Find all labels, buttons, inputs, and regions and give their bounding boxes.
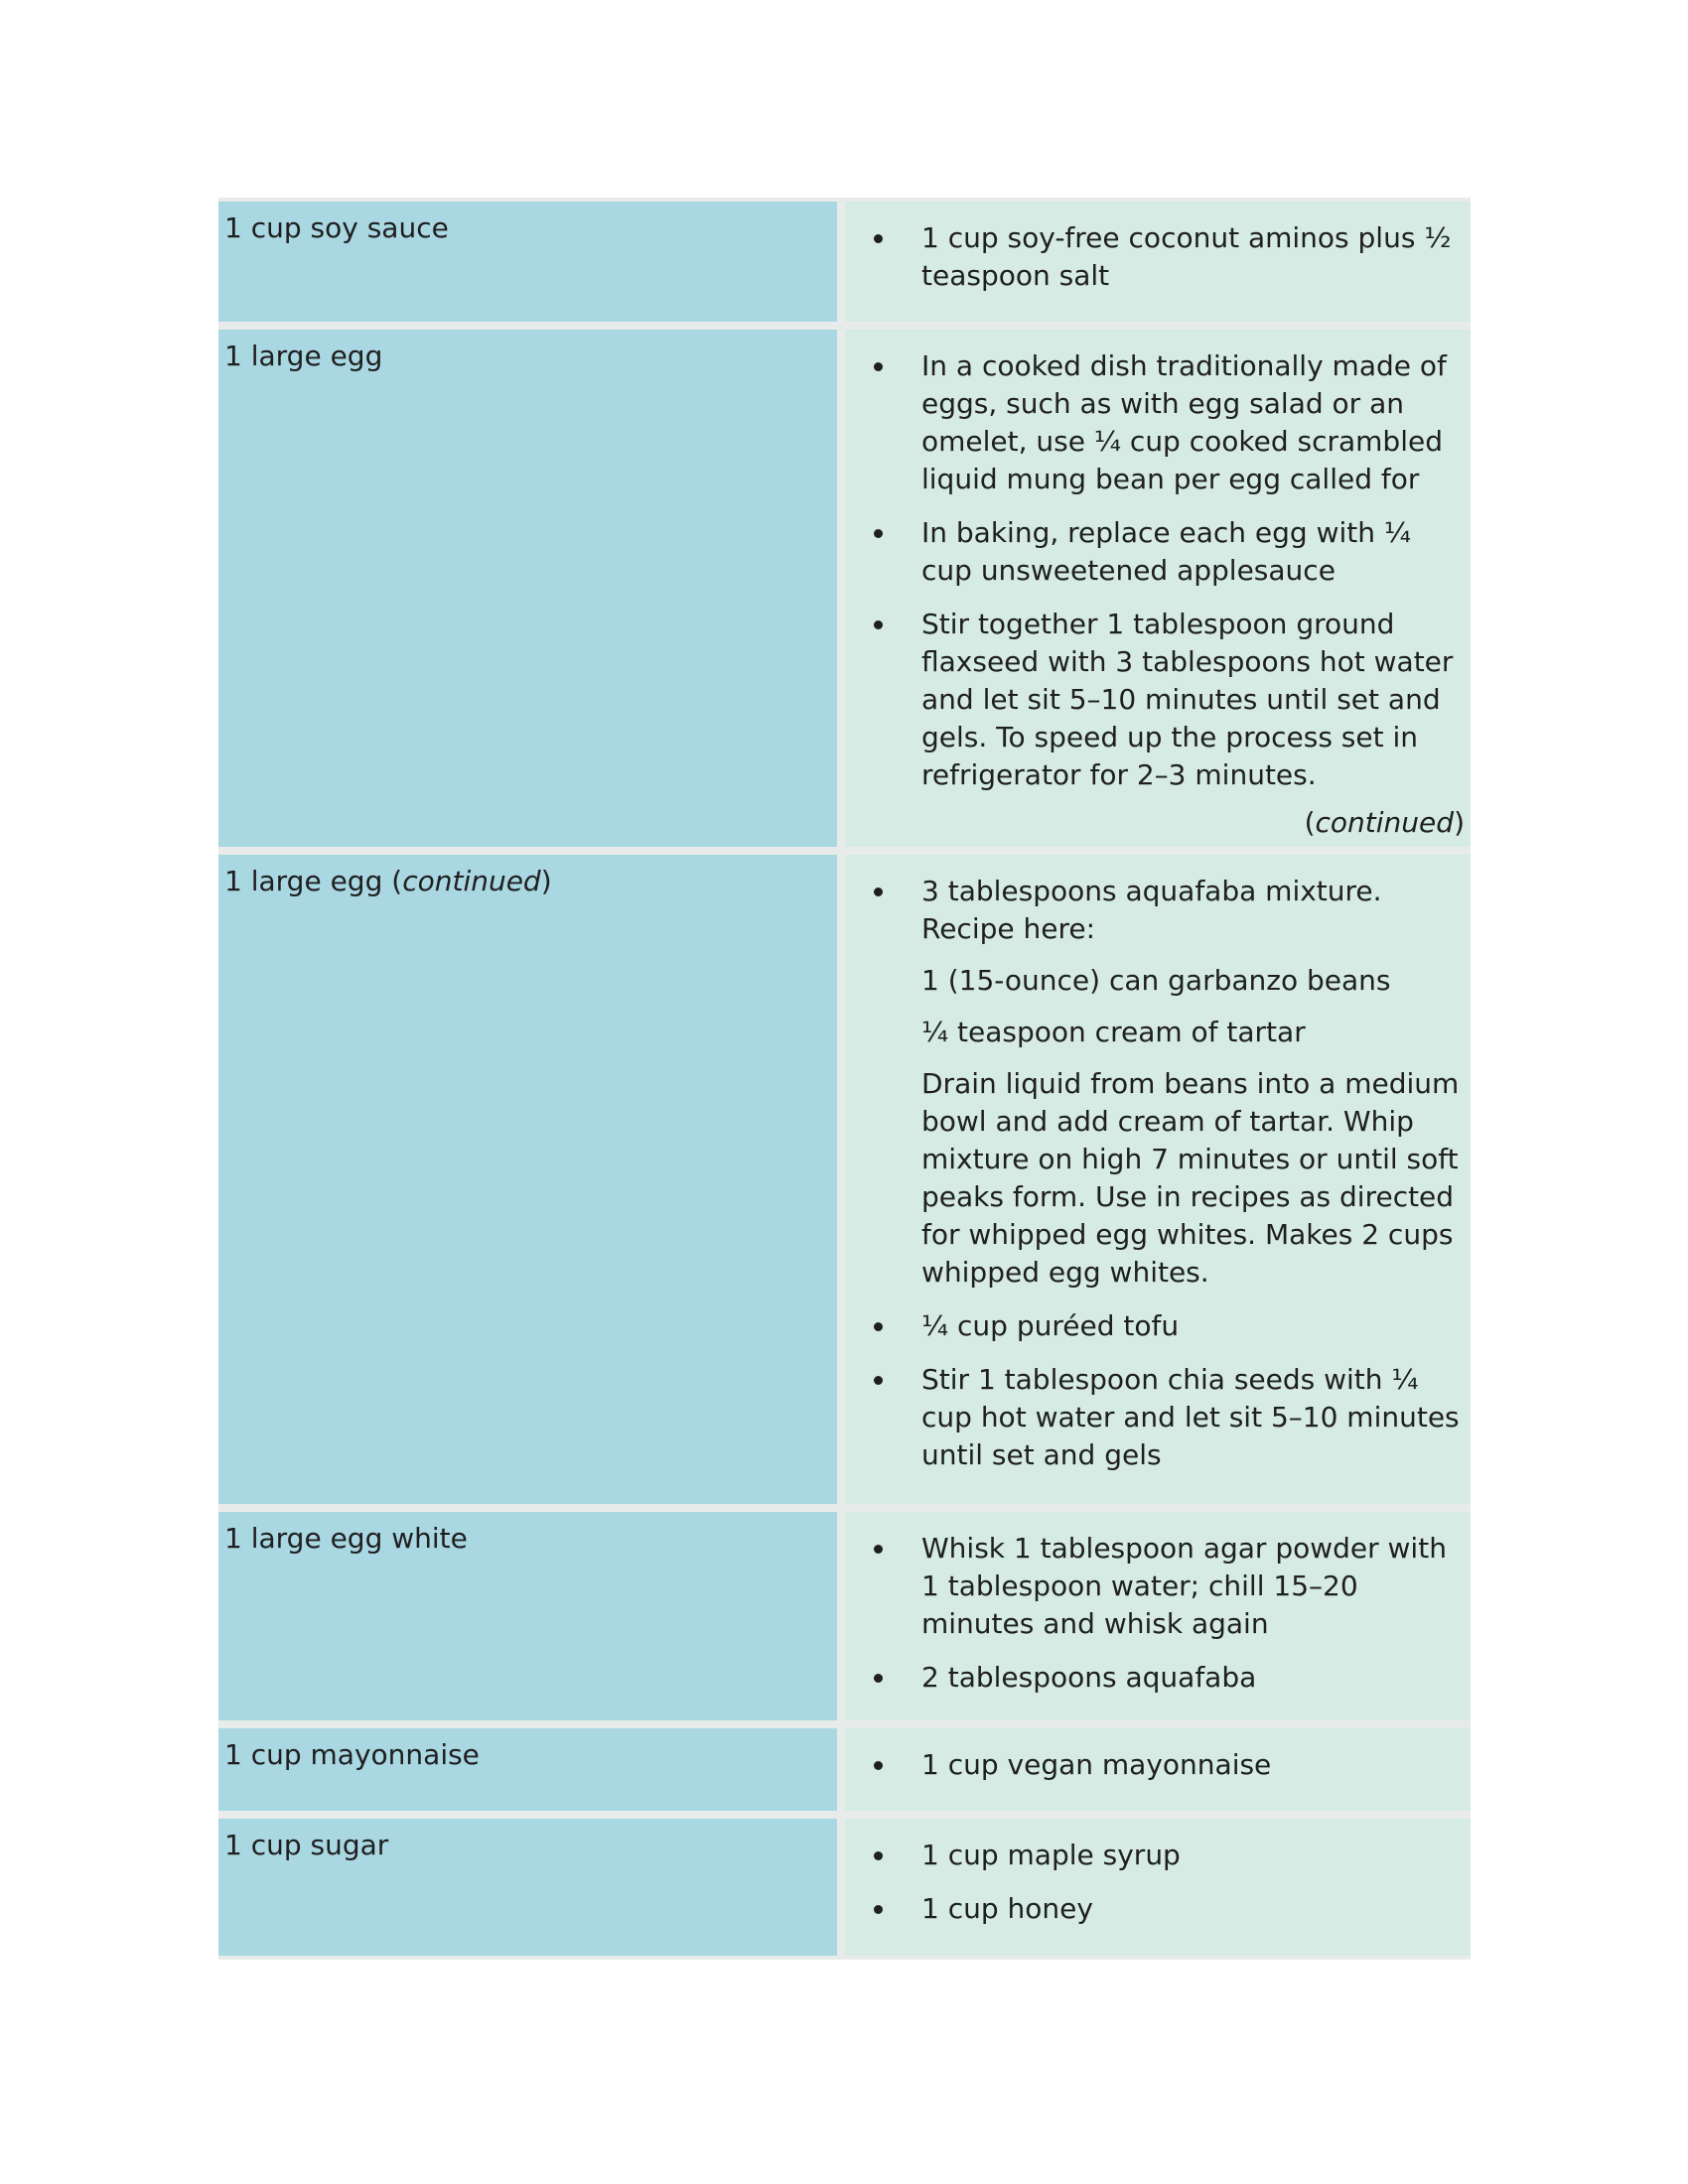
ingredient-cell <box>218 202 837 322</box>
ingredient-continued: continued <box>402 865 541 897</box>
table-row <box>218 202 1471 322</box>
substitute-list <box>865 347 1465 794</box>
table-row <box>218 855 1471 1504</box>
continued-word: continued <box>1315 806 1455 839</box>
substitute-list <box>865 1530 1465 1697</box>
ingredient-label: 1 cup soy sauce <box>224 211 449 244</box>
continued-note: (continued) <box>1304 806 1465 839</box>
table-row <box>218 1512 1471 1720</box>
table-row <box>218 330 1471 847</box>
list-item: 1 cup vegan mayonnaise <box>865 1746 1465 1784</box>
aquafaba-ingredient-2: ¼ teaspoon cream of tartar <box>921 1016 1306 1048</box>
substitute-list <box>865 219 1465 295</box>
ingredient-cell <box>218 1512 837 1720</box>
aquafaba-ingredient-1: 1 (15-ounce) can garbanzo beans <box>921 964 1391 997</box>
list-item-aquafaba <box>865 873 1465 1292</box>
list-item: ¼ cup puréed tofu <box>865 1307 1465 1345</box>
ingredient-label: 1 large egg white <box>224 1522 468 1555</box>
ingredient-cell <box>218 330 837 847</box>
substitute-list <box>865 1837 1465 1928</box>
list-item: In a cooked dish traditionally made of eggs, such as with egg salad or an omelet, use ¼ cup cooked scrambled liquid mung bean per egg called for <box>865 347 1465 498</box>
table-row <box>218 1819 1471 1956</box>
ingredient-cell <box>218 1819 837 1956</box>
list-item: Whisk 1 tablespoon agar powder with 1 tablespoon water; chill 15–20 minutes and whisk again <box>865 1530 1465 1643</box>
ingredient-label: 1 cup sugar <box>224 1829 389 1861</box>
ingredient-cell <box>218 1728 837 1811</box>
list-item: 2 tablespoons aquafaba <box>865 1659 1465 1697</box>
ingredient-label: 1 large egg <box>224 865 383 897</box>
substitute-cell <box>845 330 1471 847</box>
substitute-list <box>865 1746 1465 1784</box>
list-item: 1 cup honey <box>865 1890 1465 1928</box>
substitute-cell <box>845 202 1471 322</box>
aquafaba-intro: 3 tablespoons aquafaba mixture. Recipe here: <box>921 875 1382 945</box>
aquafaba-directions: Drain liquid from beans into a medium bowl and add cream of tartar. Whip mixture on high 7 minutes or until soft peaks form. Use in recipes as directed for whipped egg whites. Makes 2 cups whipped egg whites. <box>921 1067 1460 1289</box>
ingredient-label: 1 cup mayonnaise <box>224 1738 480 1771</box>
list-item: Stir 1 tablespoon chia seeds with ¼ cup hot water and let sit 5–10 minutes until set and gels <box>865 1361 1465 1474</box>
list-item: Stir together 1 tablespoon ground flaxseed with 3 tablespoons hot water and let sit 5–10 minutes until set and gels. To speed up the process set in refrigerator for 2–3 minutes. <box>865 606 1465 794</box>
table-row <box>218 1728 1471 1811</box>
list-item: 1 cup maple syrup <box>865 1837 1465 1874</box>
ingredient-label: 1 large egg <box>224 340 383 372</box>
substitute-cell <box>845 1728 1471 1811</box>
substitution-table <box>218 198 1471 1960</box>
ingredient-cell: 1 large egg (continued) <box>218 855 837 1504</box>
substitute-cell <box>845 1512 1471 1720</box>
substitute-list <box>865 873 1465 1474</box>
substitute-cell <box>845 1819 1471 1956</box>
list-item: In baking, replace each egg with ¼ cup unsweetened applesauce <box>865 514 1465 590</box>
substitute-cell <box>845 855 1471 1504</box>
list-item: 1 cup soy-free coconut aminos plus ½ teaspoon salt <box>865 219 1465 295</box>
